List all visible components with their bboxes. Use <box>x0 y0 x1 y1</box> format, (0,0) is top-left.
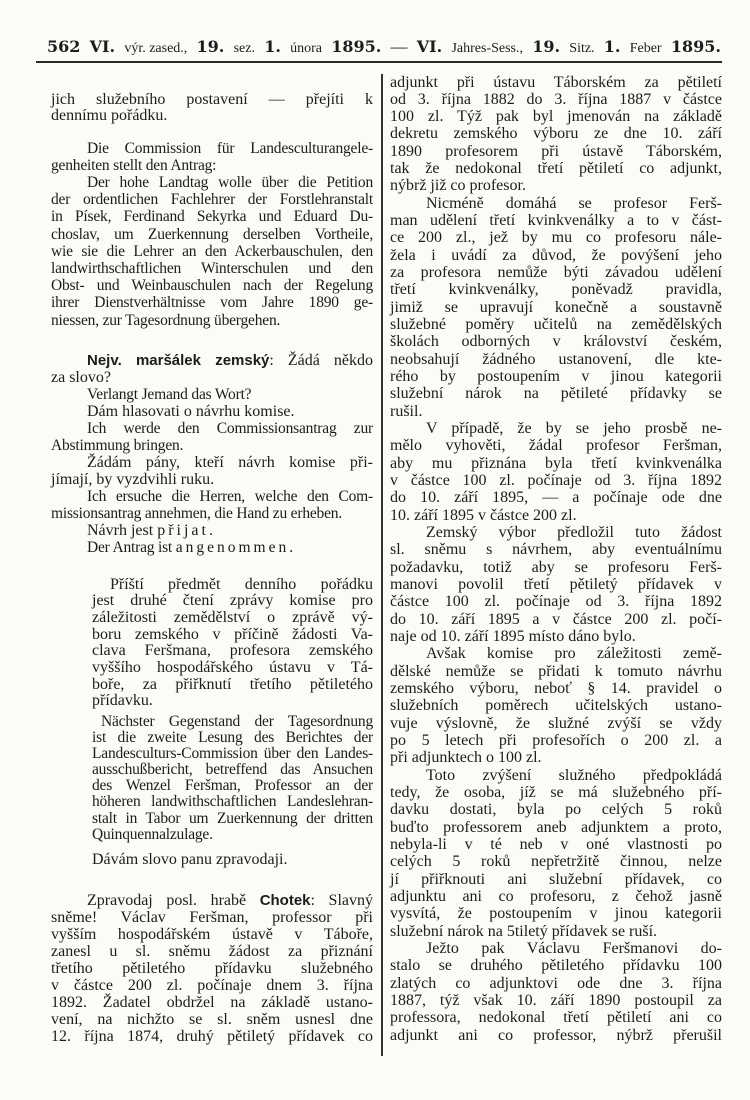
text-line: naje od 10. září 1895 místo dáno bylo. <box>390 628 636 645</box>
text-line <box>51 539 373 556</box>
header-cz-sitting: sez. <box>233 41 255 56</box>
text-line: Nicméně domáhá se profesor Ferš- <box>426 194 722 212</box>
text-line: adjunkt při ústavu Táborském za pětiletí <box>390 73 722 91</box>
text-line: neobsahují žádného ustanovení, dle kte- <box>390 350 722 368</box>
paragraph <box>51 140 373 174</box>
voting-proceedings <box>51 352 373 556</box>
header-cz-day: 1. <box>264 37 281 56</box>
text-line: Dám hlasovati o návrhu komise. <box>87 402 295 420</box>
paragraph <box>92 577 373 711</box>
text-line: tak že nedokonal třetí pětiletí co adjunkt, <box>390 160 722 178</box>
text-line: při adjunktech o 100 zl. <box>390 749 542 767</box>
text-run: Návrh jest <box>87 521 158 539</box>
text-line: Quinquennalzulage. <box>92 825 213 843</box>
text-line: 12. října 1874, druhý pětiletý přídavek co <box>51 1028 373 1046</box>
text-line: za slovo? <box>51 368 111 386</box>
text-line: clava Feršmana, profesora zemského <box>92 642 373 660</box>
column-divider <box>381 74 383 1056</box>
page-number: 562 <box>47 37 81 56</box>
text-run: Der Antrag ist <box>87 538 176 556</box>
text-line: 10. září 1895 v částce 200 zl. <box>390 506 577 524</box>
text-line: Verlangt Jemand das Wort? <box>87 385 252 403</box>
text-line: Nächster Gegenstand der Tagesordnung <box>101 713 373 730</box>
text-line: služebních poměrech učitelských ustano- <box>390 697 722 715</box>
text-line: vuje výslovně, že služné zvýší se vždy <box>390 714 722 732</box>
text-line: stalt in Tabor um Zuerkennung der dritten <box>92 809 373 827</box>
header-de-month: Feber <box>629 41 662 56</box>
text-line: manovi povolil třetí pětiletý přídavek v <box>390 576 722 594</box>
header-de-sitting: Sitz. <box>569 41 595 56</box>
paragraph <box>51 352 373 386</box>
paragraph <box>390 420 722 524</box>
text-line: dennímu pořádku. <box>51 107 168 124</box>
paragraph <box>51 892 373 1046</box>
paragraph <box>51 488 373 522</box>
text-line: školách odborných v království českém, <box>390 333 722 351</box>
paragraph <box>51 420 373 454</box>
text-line: 1890 profesorem při ústavě Táborském, <box>390 142 722 160</box>
header-de-year: 1895. <box>670 37 721 56</box>
text-line: jest druhé čtení zprávy komise pro <box>92 592 373 610</box>
text-run: přijat <box>157 521 209 539</box>
paragraph <box>51 522 373 539</box>
text-line: niessen, zur Tagesordnung übergehen. <box>51 311 281 329</box>
paragraph <box>51 386 373 403</box>
text-line: Avšak komise pro záležitosti země- <box>426 645 722 663</box>
header-cz-year: 1895. <box>331 37 382 56</box>
text-line: žela i uvádí za důvod, že povýšení jeho <box>390 246 722 264</box>
paragraph <box>51 454 373 488</box>
text-line: adjunkt ani co professor, nýbrž přerušil <box>390 1026 722 1044</box>
text-line: sněme! Václav Feršman, professor při <box>51 908 373 926</box>
header-rule <box>36 61 722 63</box>
paragraph <box>51 539 373 556</box>
text-line: Abstimmung bringen. <box>51 436 184 454</box>
text-line: záležitosti zemědělství o zprávě vý- <box>92 608 373 626</box>
text-line: Příští předmět denního pořádku <box>110 575 373 593</box>
text-line: celých 5 roků nepřetržitě činnou, nelze <box>390 853 722 871</box>
text-line: Dávám slovo panu zpravodaji. <box>92 851 288 868</box>
header-cz-term: VI. <box>89 37 116 56</box>
text-line: stalo se druhého pětiletého přídavku 100 <box>390 957 722 975</box>
text-line: do 10. září 1895, — a počínaje ode dne <box>390 489 722 507</box>
text-line: nýbrž již co profesor. <box>390 177 526 195</box>
text-line: davku dostati, byla po celých 5 roků <box>390 801 722 819</box>
text-line: vyššího hospodářského ústavu v Tá- <box>92 659 373 677</box>
text-line: do 10. září 1895 a v částce 200 zl. počí- <box>390 610 722 628</box>
right-column-text <box>390 74 722 1044</box>
text-line: Zemský výbor předložil tuto žádost <box>426 524 722 542</box>
header-de-sitting-no: 19. <box>532 37 561 56</box>
next-agenda-item-german <box>92 714 373 843</box>
text-line: rušil. <box>390 402 423 420</box>
text-run: . <box>208 521 213 539</box>
header-cz-sitting-no: 19. <box>196 37 225 56</box>
header-cz-month: února <box>290 41 322 56</box>
text-line: požadavku, totiž aby se profesoru Ferš- <box>390 558 722 576</box>
text-line: zemského výboru, neboť § 14. pravidel o <box>390 679 722 697</box>
text-line: V případě, že by se jeho prosbě ne- <box>426 420 722 438</box>
commission-motion-german <box>51 140 373 329</box>
rapporteur-speech <box>51 892 373 1046</box>
header-de-day: 1. <box>603 37 621 56</box>
text-line: rého by postoupením v jinou kategorii <box>390 368 722 386</box>
text-line: vyšším hospodářském ústavě v Táboře, <box>51 925 373 943</box>
header-dash: — <box>390 37 408 56</box>
next-agenda-item-czech <box>92 577 373 711</box>
text-run: . <box>289 538 293 556</box>
speaker-name: Nejv. maršálek zemský <box>87 351 270 369</box>
text-line: ce 200 zl., jež by mu co profesoru nále- <box>390 229 722 247</box>
text-line: třetí kvinkvenálky, poněvadž pravidla, <box>390 281 722 299</box>
text-line: zanesl u sl. sněmu žádost za přiznání <box>51 942 373 960</box>
text-line <box>51 522 373 539</box>
paragraph <box>390 940 722 1044</box>
text-line: Toto zvýšení služného předpokládá <box>426 766 722 784</box>
text-line <box>51 352 373 369</box>
header-de-term: VI. <box>416 37 443 56</box>
paragraph <box>390 195 722 420</box>
text-line: třetího pětiletého přídavku služebného <box>51 959 373 977</box>
running-header <box>47 36 721 58</box>
paragraph <box>390 524 722 645</box>
text-line: v částce 200 zl. počínaje dnem 3. října <box>51 976 373 994</box>
text-line: Landesculturs-Commission über den Landes- <box>92 745 373 763</box>
text-run: angenommen <box>175 538 290 556</box>
text-line: služební nárok na pětileté přídavky se <box>390 385 722 403</box>
text-line: Ich werde den Commissionsantrag zur <box>87 419 373 437</box>
text-line: mělo vyhověti, žádal profesor Feršman, <box>390 437 722 455</box>
text-line: in Písek, Ferdinand Sekyrka und Eduard Du- <box>51 208 373 226</box>
text-line: Obst- und Weinbauschulen nach der Regelung <box>51 277 373 295</box>
text-line: ausschußbericht, betreffend das Ansuchen <box>92 761 373 779</box>
text-line: sl. sněmu s návrhem, aby eventuálnímu <box>390 541 722 559</box>
text-line: jí přiřknouti ani služební přídavek, co <box>390 870 722 888</box>
text-line: boře, za přiřknutí třetího pětiletého <box>92 675 373 693</box>
text-line: částce 100 zl. počínaje od 3. října 1892 <box>390 593 722 611</box>
text-line: höheren landwithschaftlichen Landeslehran- <box>92 793 373 811</box>
text-line: der ordentlichen Fachlehrer der Forstlehranstalt <box>51 191 373 209</box>
text-run: : Žádá někdo <box>269 351 373 369</box>
text-line: za profesora nemůže býti závadou udělení <box>390 264 722 282</box>
text-line: služebné poměry učitelů na zemědělských <box>390 316 722 334</box>
text-line: missionsantrag annehmen, die Hand zu erheben. <box>51 504 343 522</box>
text-line: tedy, že osoba, jíž se má služebného pří- <box>390 783 722 801</box>
paragraph <box>390 645 722 766</box>
text-line: jich služebního postavení — přejíti k <box>51 91 373 108</box>
left-continuation-text <box>51 92 373 124</box>
text-line: wie sie die Lehrer an den Ackerbauschulen, den <box>51 242 373 260</box>
text-line: po 5 letech při profesořích o 200 zl. a <box>390 731 722 749</box>
text-line: vení, na nichžto se sl. sněm usnesl dne <box>51 1011 373 1029</box>
text-line: od 3. října 1882 do 3. října 1887 v částce <box>390 90 722 108</box>
header-cz-session: výr. zased., <box>124 41 188 56</box>
text-line: buďto professorem aneb adjunktem a proto, <box>390 818 722 836</box>
text-line: aby mu přiznána byla třetí kvinkvenálka <box>390 454 722 472</box>
text-line: Der hohe Landtag wolle über die Petition <box>87 173 373 191</box>
text-line: v částce 100 zl. počínaje od 3. října 1892 <box>390 472 722 490</box>
paragraph <box>390 767 722 940</box>
speaker-name: Chotek <box>259 891 311 909</box>
paragraph <box>92 852 373 868</box>
text-line: ist die zweite Lesung des Berichtes der <box>92 729 373 747</box>
text-line: genheiten stellt den Antrag: <box>51 156 217 174</box>
text-line: Ježto pak Václavu Feršmanovi do- <box>426 939 722 957</box>
text-line: 100 zl. Týž pak byl jmenován na základě <box>390 108 722 126</box>
text-line: dekretu zemského výboru ze dne 10. září <box>390 125 722 143</box>
floor-to-rapporteur <box>92 852 373 868</box>
text-line: man udělení třetí kvinkvenálky a to v část- <box>390 212 722 230</box>
text-line: dělské nemůže se přidati k tomuto návrhu <box>390 662 722 680</box>
text-line: přídavku. <box>92 692 153 710</box>
paragraph <box>51 92 373 124</box>
text-run: : Slavný <box>310 891 373 909</box>
paragraph <box>51 174 373 329</box>
text-line: 1887, týž však 10. září 1890 postoupil za <box>390 991 722 1009</box>
text-line: landwirthschaftlichen Winterschulen und den <box>51 259 373 277</box>
text-line <box>51 892 373 909</box>
paragraph <box>92 714 373 843</box>
text-line: Die Commission für Landesculturangele- <box>87 139 373 157</box>
text-run: Zpravodaj posl. hrabě <box>87 891 260 909</box>
text-line: zlatých co adjunktovi ode dne 3. října <box>390 974 722 992</box>
text-line: nebyla-li v té neb v oné vlastnosti po <box>390 835 722 853</box>
text-line: boru zemského v příčině žádosti Va- <box>92 625 373 643</box>
paragraph <box>51 403 373 420</box>
text-line: služební nárok na 5tiletý přídavek se ruší. <box>390 922 658 940</box>
text-line: choslav, um Zuerkennung derselben Vortheile, <box>51 225 373 243</box>
text-line: Žádám pány, kteří návrh komise při- <box>87 453 373 471</box>
header-de-session: Jahres-Sess., <box>451 41 523 56</box>
text-line: vysvítá, že postoupením v jinou kategorii <box>390 905 722 923</box>
text-line: adjunktu ani co profesoru, z čehož jasně <box>390 887 722 905</box>
text-line: Ich ersuche die Herren, welche den Com- <box>87 487 373 505</box>
text-line: jímají, by vyzdvihli ruku. <box>51 470 215 488</box>
text-line: des Wenzel Feršman, Professor an der <box>92 777 373 795</box>
paragraph <box>390 74 722 195</box>
text-line: professora, nedokonal třetí pětiletí ani co <box>390 1009 722 1027</box>
text-line: ihrer Dienstverhältnisse vom Jahre 1890 ge- <box>51 294 373 312</box>
text-line: 1892. Žadatel obdržel na základě ustano- <box>51 994 373 1012</box>
text-line: jimiž se upravují konečně a soustavně <box>390 298 722 316</box>
